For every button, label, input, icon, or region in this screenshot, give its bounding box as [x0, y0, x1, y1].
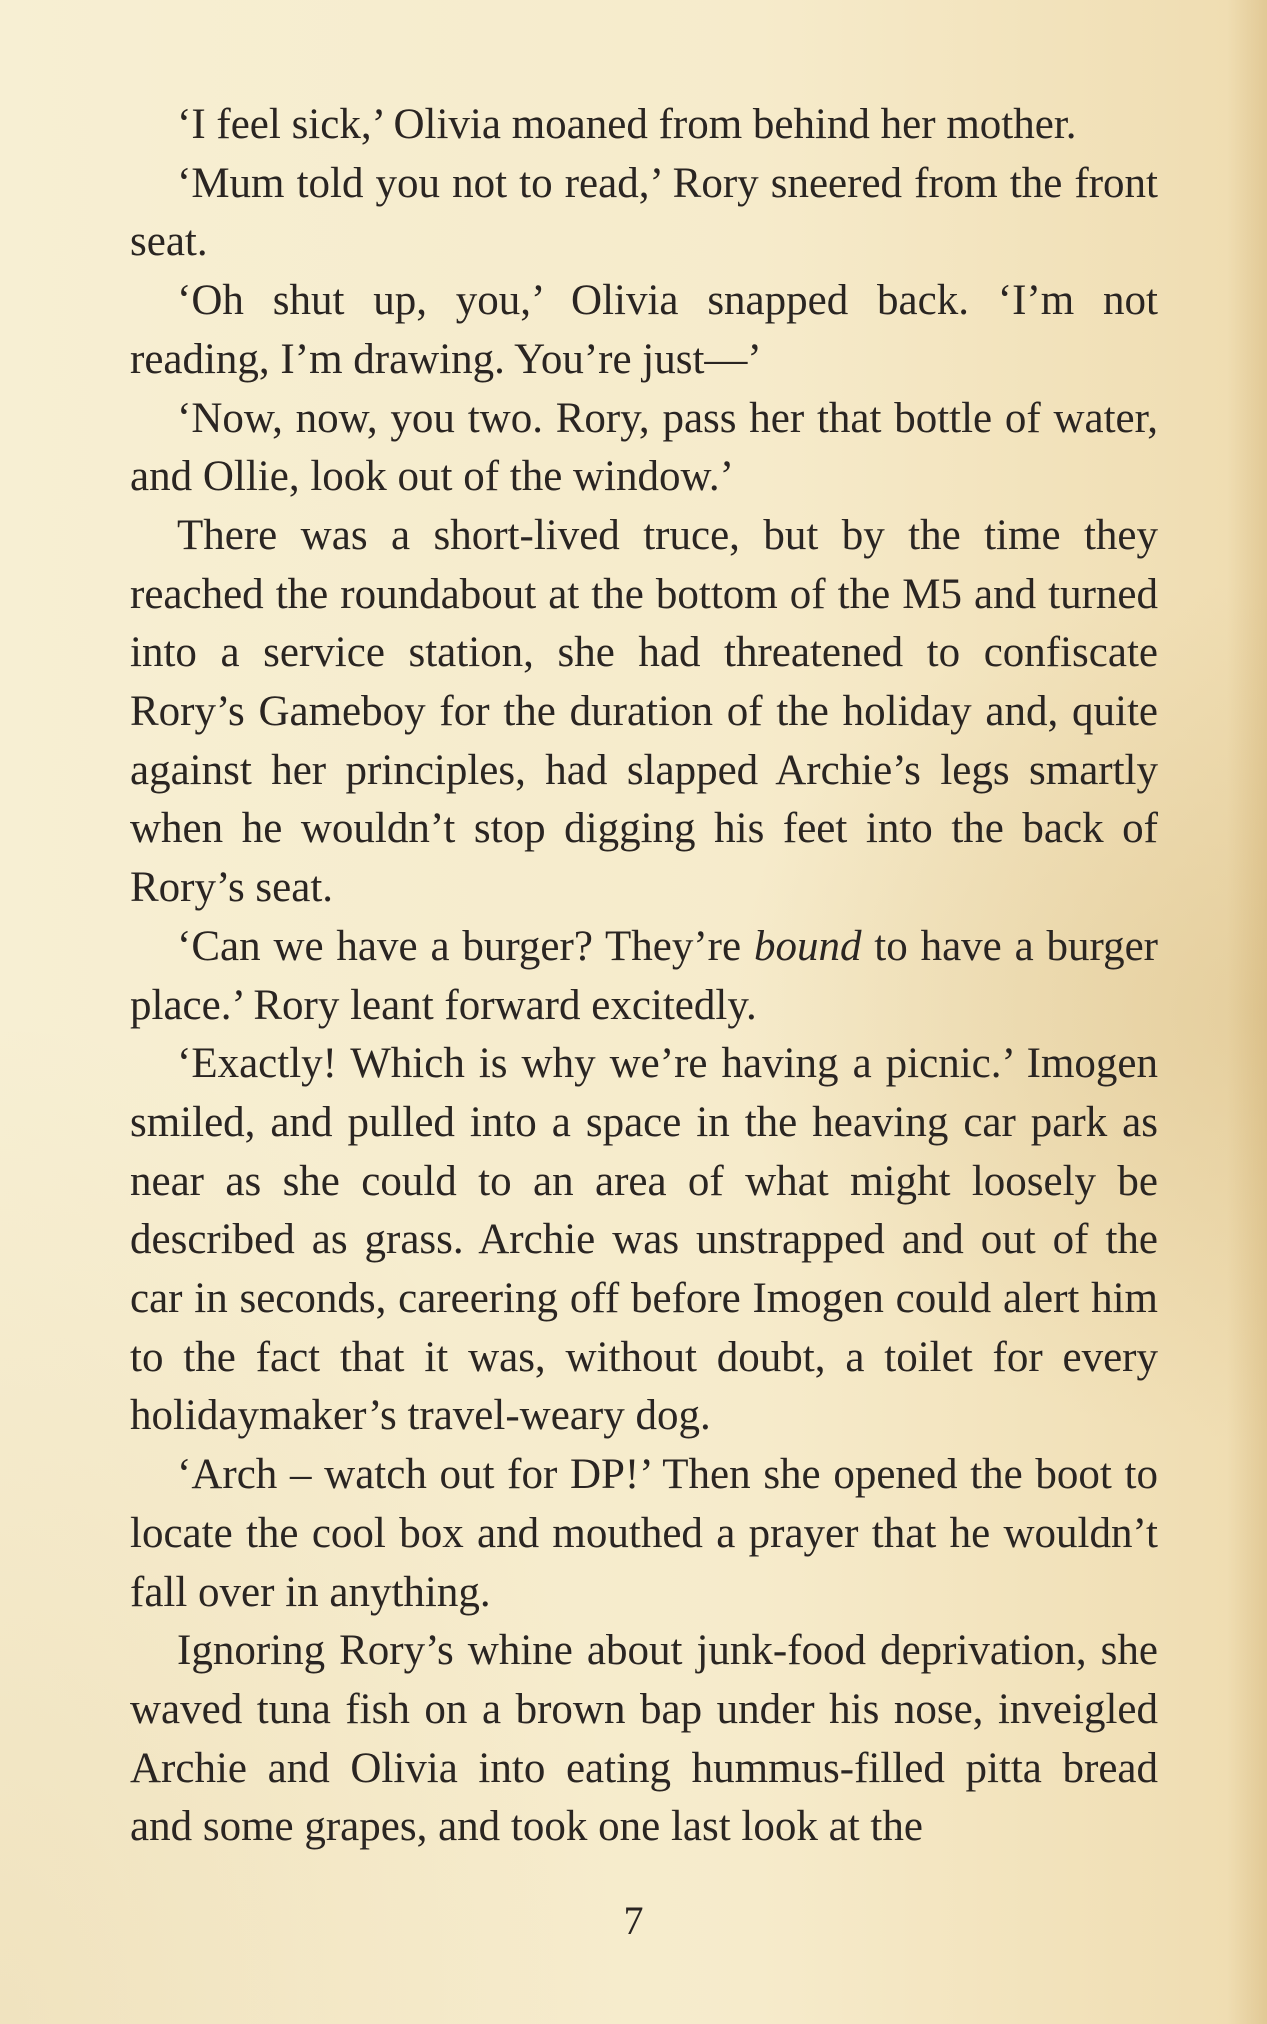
paragraph-text: Ignoring Rory’s whine about junk-food deprivation, she waved tuna fish on a brown bap under his nose, inveigled Archie and Olivia into eating hummus-filled pitta bread and some grapes, and took one last look at the — [130, 1627, 1158, 1851]
paragraph — [130, 272, 1158, 389]
paragraph — [130, 918, 1158, 1035]
italic-text: bound — [753, 922, 862, 970]
paragraph — [130, 507, 1158, 918]
paragraph-text: to have a burger place.’ Rory leant forward excitedly. — [130, 922, 1159, 1029]
paragraph-text: ‘Can we have a burger? They’re — [177, 922, 754, 970]
paragraph-text: ‘Exactly! Which is why we’re having a picnic.’ Imogen smiled, and pulled into a space in the heaving car park as near as she could to an area of what might loosely be described as grass. Archie was unstrapped and out of the car in seconds, careering off before Imogen could alert him to the fact that it was, without doubt, a toilet for every holidaymaker’s travel-weary dog. — [130, 1040, 1158, 1440]
paragraph — [130, 155, 1158, 272]
paragraph-text: There was a short-lived truce, but by the time they reached the roundabout at the bottom of the M5 and turned into a service station, she had threatened to confiscate Rory’s Gameboy for the duration of the holiday and, quite against her principles, had slapped Archie’s legs smartly when he wouldn’t stop digging his feet into the back of Rory’s seat. — [130, 511, 1158, 912]
paragraph-text: ‘Now, now, you two. Rory, pass her that bottle of water, and Ollie, look out of the window.’ — [130, 394, 1158, 501]
paragraph — [130, 96, 1158, 155]
paragraph — [130, 390, 1158, 507]
page-edge-shadow — [1227, 0, 1267, 2024]
paragraph — [130, 1446, 1158, 1622]
paragraph-text: ‘Arch – watch out for DP!’ Then she opened the boot to locate the cool box and mouthed a prayer that he wouldn’t fall over in anything. — [130, 1451, 1158, 1616]
paragraph — [130, 1622, 1158, 1857]
paragraph-text: ‘Oh shut up, you,’ Olivia snapped back. ‘I’m not reading, I’m drawing. You’re just—’ — [130, 277, 1158, 383]
body-text — [130, 96, 1158, 1857]
paragraph — [130, 1035, 1158, 1446]
paragraph-text: ‘Mum told you not to read,’ Rory sneered from the front seat. — [130, 159, 1158, 266]
page-number: 7 — [623, 1898, 644, 1943]
paragraph-text: ‘I feel sick,’ Olivia moaned from behind her mother. — [177, 101, 1077, 148]
